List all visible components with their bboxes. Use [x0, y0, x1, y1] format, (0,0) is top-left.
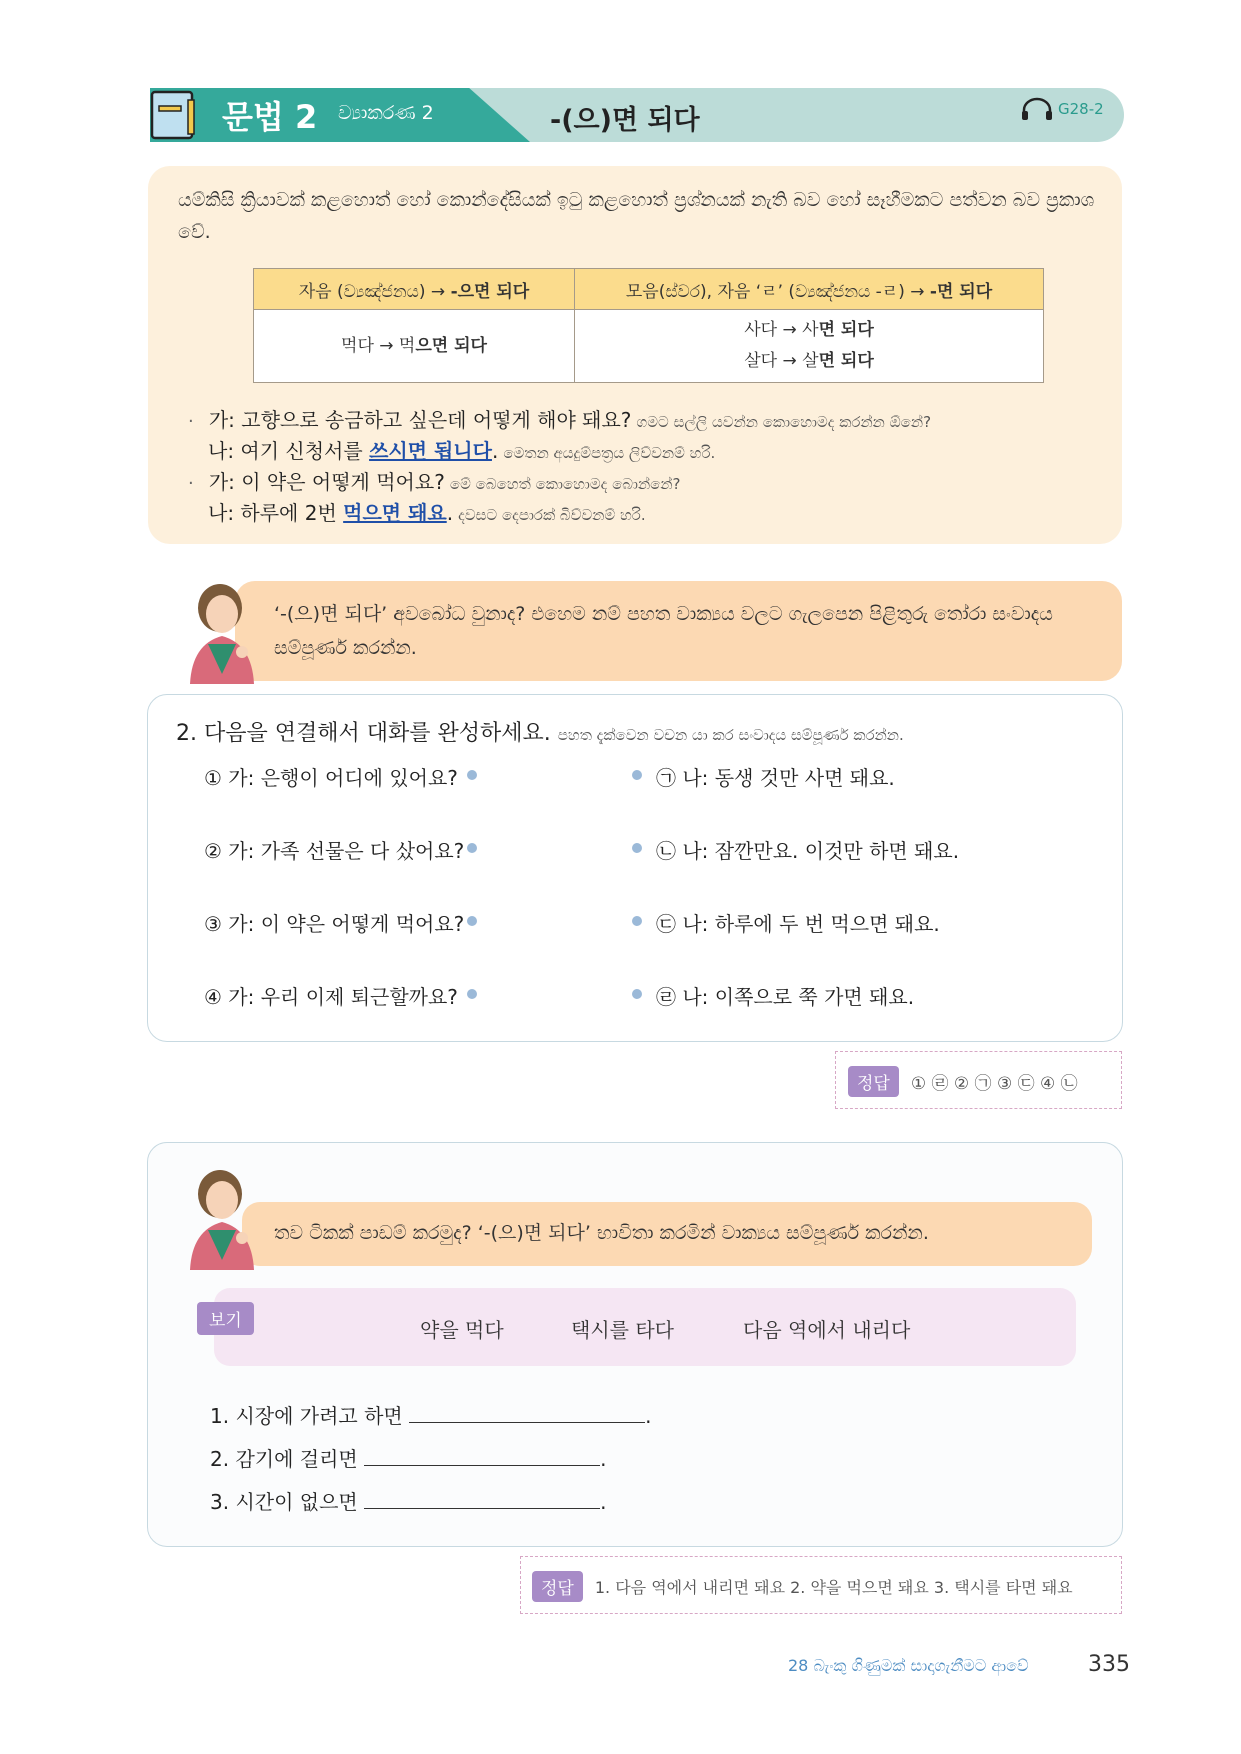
match-dot-right-4[interactable]	[632, 989, 642, 999]
answer-2	[532, 1571, 1073, 1602]
teacher-illustration-2	[180, 1160, 270, 1270]
match-dot-right-2[interactable]	[632, 843, 642, 853]
answer-blank-1[interactable]	[409, 1400, 645, 1423]
section-title: 문법 2	[222, 98, 318, 136]
page-number: 335	[1088, 1652, 1130, 1677]
question-3: 3. 시간이 없으면 .	[210, 1486, 606, 1515]
bogi-item-2: 택시를 타다	[571, 1318, 674, 1342]
match-right-1: ㉠ 나: 동생 것만 사면 돼요.	[656, 766, 895, 790]
match-dot-left-3[interactable]	[467, 916, 477, 926]
audio-code: G28-2	[1058, 100, 1104, 118]
bubble2-text: තව ටිකක් පාඩම් කරමුද? ‘-(으)면 되다’ භාවිතා කරමින් වාක්‍යය සම්පූර්ණ කරන්න.	[274, 1222, 929, 1244]
example-line-2: 나: 여기 신청서를 쓰시면 됩니다. මෙතන අයදුම්පත්‍රය ලිව්වනම් හරි.	[208, 439, 716, 463]
answer-1	[848, 1066, 1078, 1097]
bogi-item-1: 약을 먹다	[420, 1318, 504, 1342]
conjugation-table	[253, 268, 1044, 383]
intro-text: යම්කිසි ක්‍රියාවක් කළහොත් හෝ කොන්දේසියක් ඉටු කළහොත් ප්‍රශ්නයක් නැති බව හෝ සෑහීමකට පත්වන බව ප්‍රකාශ වේ.	[178, 189, 1095, 243]
book-icon	[150, 90, 198, 140]
bogi-item-3: 다음 역에서 내리다	[743, 1318, 911, 1342]
grammar-pattern: -(으)면 되다	[550, 105, 700, 136]
question-2: 2. 감기에 걸리면 .	[210, 1443, 606, 1472]
example-line-3: · 가: 이 약은 어떻게 먹어요? මේ බෙහෙත් කොහොමද බොන්නේ?	[188, 470, 681, 494]
answer-blank-3[interactable]	[364, 1486, 600, 1509]
answer-badge: 정답	[848, 1066, 899, 1097]
match-right-2: ㉡ 나: 잠깐만요. 이것만 하면 돼요.	[656, 839, 960, 863]
match-dot-left-4[interactable]	[467, 989, 477, 999]
audio-track[interactable]	[1020, 96, 1104, 122]
headphones-icon	[1020, 96, 1054, 122]
match-left-1: ① 가: 은행이 어디에 있어요?	[204, 766, 458, 790]
match-dot-left-1[interactable]	[467, 770, 477, 780]
match-right-4: ㉣ 나: 이쪽으로 쭉 가면 돼요.	[656, 985, 915, 1009]
bubble1-text: ‘-(으)면 되다’ අවබෝධ වුනාද? එහෙම නම් පහත වාක්‍යය වලට ගැලපෙන පිළිතුරු තෝරා සංවාදය සම්පූර්ණ කරන්න.	[274, 603, 1053, 659]
match-left-3: ③ 가: 이 약은 어떻게 먹어요?	[204, 912, 465, 936]
section-subtitle: ව්‍යාකරණ 2	[338, 102, 434, 124]
question-1: 1. 시장에 가려고 하면 .	[210, 1400, 651, 1429]
answer-badge: 정답	[532, 1571, 583, 1602]
match-dot-right-1[interactable]	[632, 770, 642, 780]
match-right-3: ㉢ 나: 하루에 두 번 먹으면 돼요.	[656, 912, 940, 936]
table-header-consonant: 자음 (ව්‍යඤ්ජනය) → -으면 되다	[254, 269, 575, 310]
example-line-1: · 가: 고향으로 송금하고 싶은데 어떻게 해야 돼요? ගමට සල්ලි යවන්න කොහොමද කරන්න ඕනේ?	[188, 408, 932, 432]
answer-blank-2[interactable]	[364, 1443, 600, 1466]
chapter-footer: 28 බැංකු ගිණුමක් සාදාගැනීමට ආවේ	[788, 1656, 1029, 1675]
match-dot-left-2[interactable]	[467, 843, 477, 853]
table-header-vowel: 모음(ස්වර), 자음 ‘ㄹ’ (ව්‍යඤ්ජනය -ㄹ) → -면 되다	[575, 269, 1044, 310]
exercise-title: 2. 다음을 연결해서 대화를 완성하세요. පහත දැක්වෙන වචන යා කර සංවාදය සම්පූර්ණ කරන්න.	[176, 721, 904, 746]
table-cell-consonant-example: 먹다 → 먹으면 되다	[254, 310, 575, 383]
table-cell-vowel-examples: 사다 → 사면 되다 살다 → 살면 되다	[575, 310, 1044, 383]
example-badge: 보기	[197, 1302, 254, 1335]
match-left-2: ② 가: 가족 선물은 다 샀어요?	[204, 839, 465, 863]
teacher-illustration	[180, 574, 270, 684]
match-left-4: ④ 가: 우리 이제 퇴근할까요?	[204, 985, 458, 1009]
answer-text: ① ㉣ ② ㉠ ③ ㉢ ④ ㉡	[910, 1074, 1078, 1094]
example-line-4: 나: 하루에 2번 먹으면 돼요. දවසට දෙපාරක් බිව්වනම් හරි.	[208, 501, 646, 525]
match-dot-right-3[interactable]	[632, 916, 642, 926]
answer-text: 1. 다음 역에서 내리면 돼요 2. 약을 먹으면 돼요 3. 택시를 타면 돼요	[594, 1578, 1073, 1597]
